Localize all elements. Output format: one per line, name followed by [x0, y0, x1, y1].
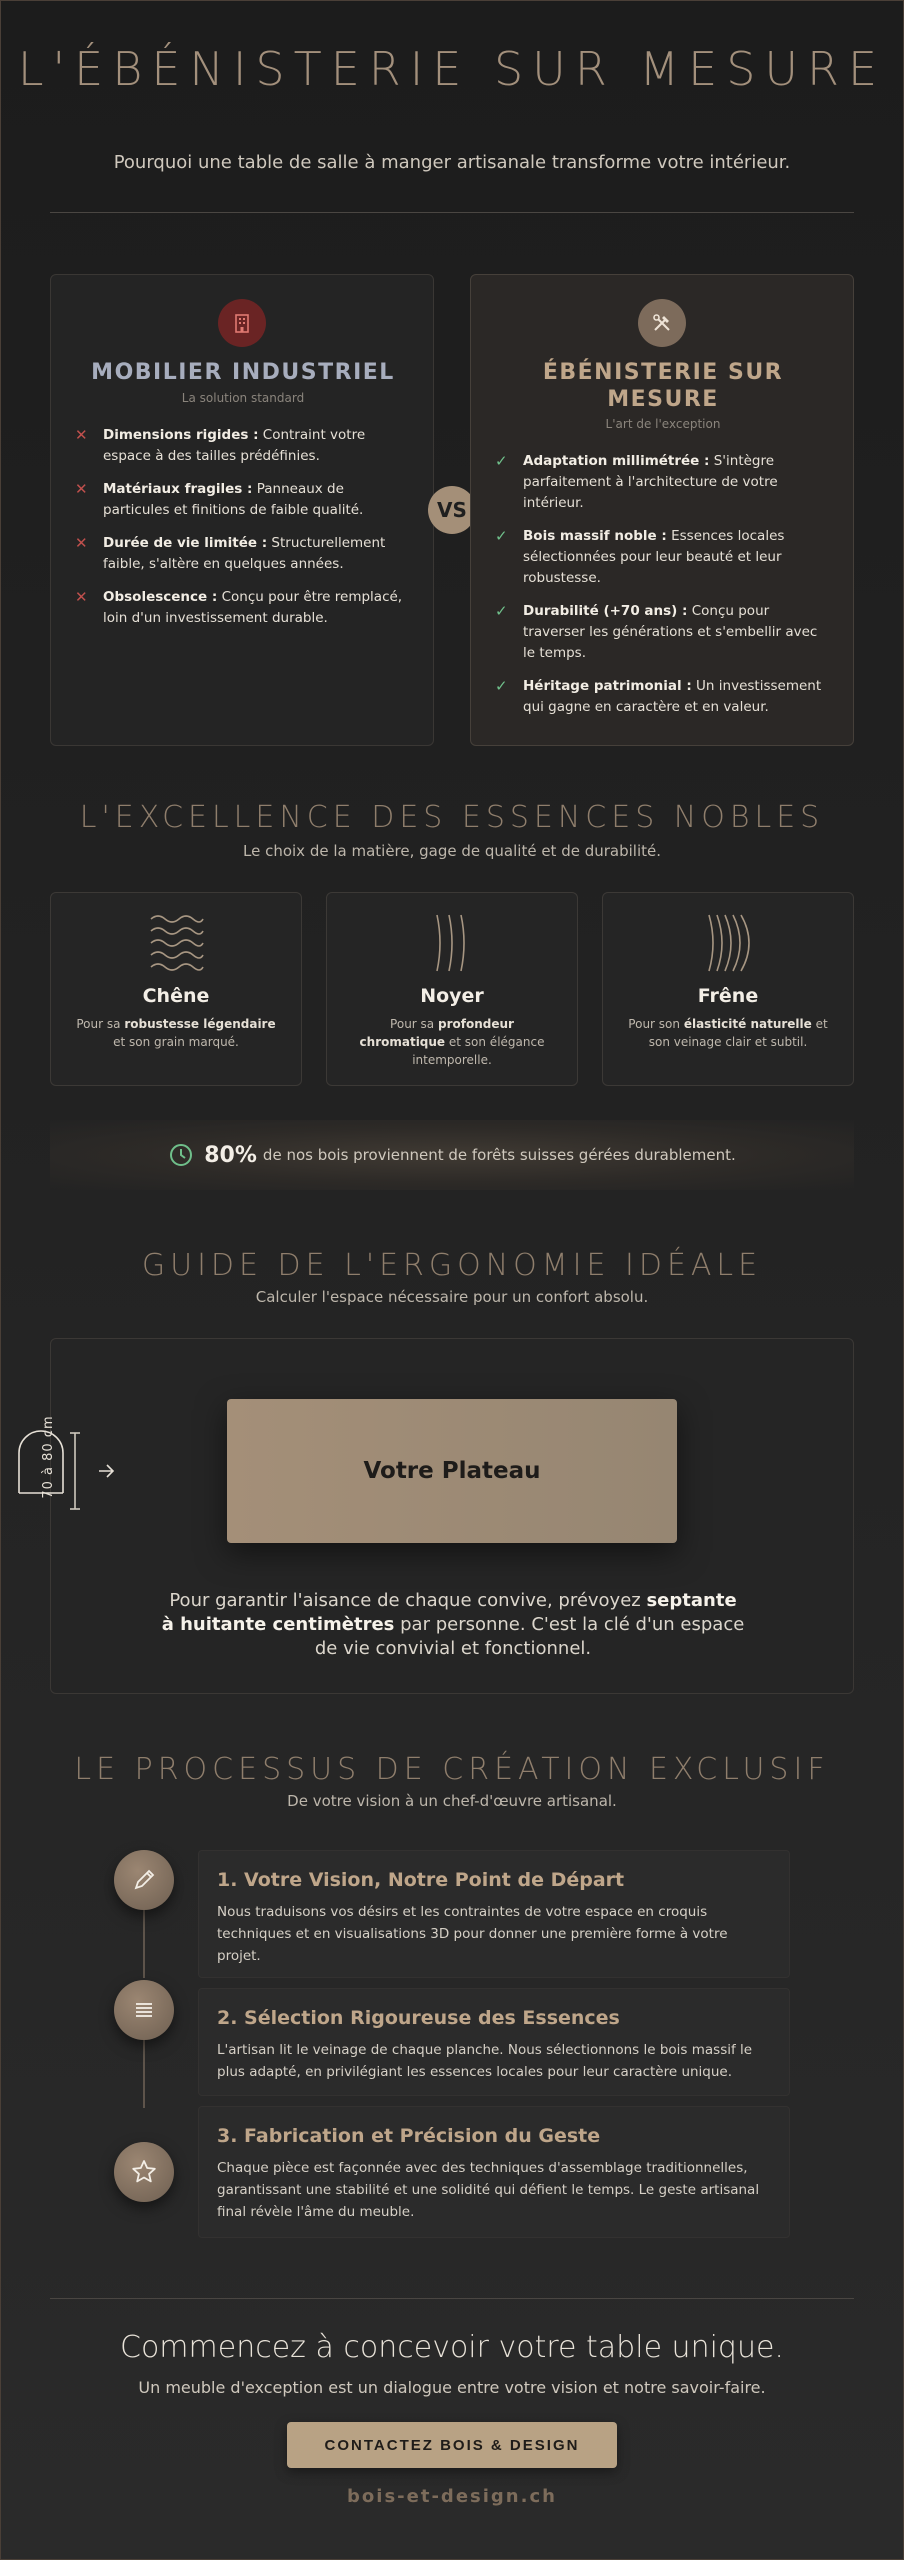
industrial-card	[50, 274, 434, 746]
step-text: Chaque pièce est façonnée avec des techniques d'assemblage traditionnelles, garantissant une stabilité et une solidité qui défient le temps. Le geste artisanal final révèle l'âme du meuble.	[217, 2160, 760, 2220]
essences-title: L'EXCELLENCE DES ESSENCES NOBLES	[79, 800, 825, 835]
process-step	[198, 1850, 790, 1978]
list-item: ✓ Héritage patrimonial : Un investissement qui gagne en caractère et en valeur.	[495, 677, 822, 715]
process-step	[198, 2106, 790, 2238]
website-link[interactable]: bois-et-design.ch	[347, 2486, 557, 2507]
ergonomie-card	[41, 1338, 854, 1694]
divider	[50, 2298, 854, 2299]
measure-label: 70 à 80 cm	[41, 1415, 56, 1499]
wood-desc: Pour sa robustesse légendaire et son grain marqué.	[76, 1017, 276, 1049]
cross-icon: ✕	[75, 588, 88, 606]
cta-title: Commencez à concevoir votre table unique.	[120, 2330, 784, 2365]
list-item: ✕ Obsolescence : Conçu pour être remplacé, loin d'un investissement durable.	[75, 588, 403, 626]
check-icon: ✓	[495, 602, 508, 620]
step-text: L'artisan lit le veinage de chaque planche. Nous sélectionnons le bois massif le plus adapté, en privilégiant les essences locales pour leur caractère unique.	[217, 2042, 753, 2080]
tools-icon	[638, 299, 686, 347]
essences-subtitle: Le choix de la matière, gage de qualité et de durabilité.	[242, 842, 662, 860]
industrial-subtitle: La solution standard	[181, 391, 305, 405]
list-item: ✓ Adaptation millimétrée : S'intègre parfaitement à l'architecture de votre intérieur.	[495, 452, 778, 511]
timeline-line	[143, 2040, 145, 2108]
ergonomie-subtitle: Calculer l'espace nécessaire pour un confort absolu.	[255, 1288, 649, 1306]
wood-name: Chêne	[142, 985, 210, 1007]
clock-leaf-icon	[168, 1142, 194, 1168]
check-icon: ✓	[495, 527, 508, 545]
chair-measure-icon	[17, 1423, 137, 1513]
step-title: 1. Votre Vision, Notre Point de Départ	[217, 1869, 625, 1891]
step-text: Nous traduisons vos désirs et les contraintes de votre espace en croquis techniques et en visualisations 3D pour donner une première forme à votre projet.	[217, 1904, 728, 1964]
cross-icon: ✕	[75, 426, 88, 444]
wood-desc: Pour son élasticité naturelle et son veinage clair et subtil.	[628, 1017, 828, 1049]
bespoke-card	[470, 274, 854, 746]
contact-button[interactable]: CONTACTEZ BOIS & DESIGN	[287, 2422, 617, 2468]
list-item: ✕ Durée de vie limitée : Structurellement faible, s'altère en quelques années.	[75, 534, 386, 572]
process-step	[198, 1988, 790, 2096]
list-item: ✓ Bois massif noble : Essences locales sélectionnées pour leur beauté et leur robustesse.	[495, 527, 785, 586]
wood-card-noyer	[326, 892, 578, 1086]
step-title: 3. Fabrication et Précision du Geste	[217, 2125, 601, 2147]
wood-card-chene	[50, 892, 302, 1086]
arc-grain-icon	[699, 911, 759, 975]
building-icon	[218, 299, 266, 347]
check-icon: ✓	[495, 677, 508, 695]
timeline-line	[143, 1910, 145, 1978]
wave-grain-icon	[147, 911, 207, 975]
industrial-title: MOBILIER INDUSTRIEL	[91, 360, 395, 385]
bespoke-subtitle: L'art de l'exception	[605, 417, 721, 431]
process-subtitle: De votre vision à un chef-d'œuvre artisanal.	[287, 1792, 617, 1810]
ergonomie-title: GUIDE DE L'ERGONOMIE IDÉALE	[141, 1248, 763, 1283]
bespoke-list	[495, 451, 831, 718]
table-top: Votre Plateau	[227, 1399, 677, 1543]
star-icon	[114, 2142, 174, 2202]
ergonomie-text: Pour garantir l'aisance de chaque convive, prévoyez septante à huitante centimètres par personne. C'est la clé d'un espace de vie convivial et fonctionnel.	[161, 1590, 745, 1659]
wood-name: Frêne	[697, 985, 759, 1007]
list-item: ✓ Durabilité (+70 ans) : Conçu pour traverser les générations et s'embellir avec le temps.	[495, 602, 818, 661]
cta-subtitle: Un meuble d'exception est un dialogue entre votre vision et notre savoir-faire.	[138, 2378, 766, 2397]
bespoke-title: ÉBÉNISTERIE SUR MESURE	[542, 360, 784, 412]
industrial-list	[75, 425, 411, 629]
vertical-grain-icon	[423, 911, 483, 975]
list-item: ✕ Matériaux fragiles : Panneaux de particules et finitions de faible qualité.	[75, 480, 364, 518]
pencil-icon	[114, 1850, 174, 1910]
sustainability-banner	[50, 1120, 854, 1190]
cross-icon: ✕	[75, 480, 88, 498]
cross-icon: ✕	[75, 534, 88, 552]
vs-badge: VS	[428, 486, 476, 534]
wood-card-frene	[602, 892, 854, 1086]
wood-desc: Pour sa profondeur chromatique et son élégance intemporelle.	[359, 1017, 545, 1067]
wood-name: Noyer	[420, 985, 484, 1007]
step-title: 2. Sélection Rigoureuse des Essences	[217, 2007, 620, 2029]
process-title: LE PROCESSUS DE CRÉATION EXCLUSIF	[74, 1752, 830, 1787]
page-title: L'ÉBÉNISTERIE SUR MESURE	[17, 42, 887, 96]
divider	[50, 212, 854, 213]
stat-value: 80%	[204, 1142, 257, 1168]
layers-icon	[114, 1980, 174, 2040]
page-subtitle: Pourquoi une table de salle à manger artisanale transforme votre intérieur.	[113, 152, 791, 173]
list-item: ✕ Dimensions rigides : Contraint votre espace à des tailles prédéfinies.	[75, 426, 366, 464]
check-icon: ✓	[495, 452, 508, 470]
stat-text: de nos bois proviennent de forêts suisses gérées durablement.	[262, 1146, 736, 1164]
